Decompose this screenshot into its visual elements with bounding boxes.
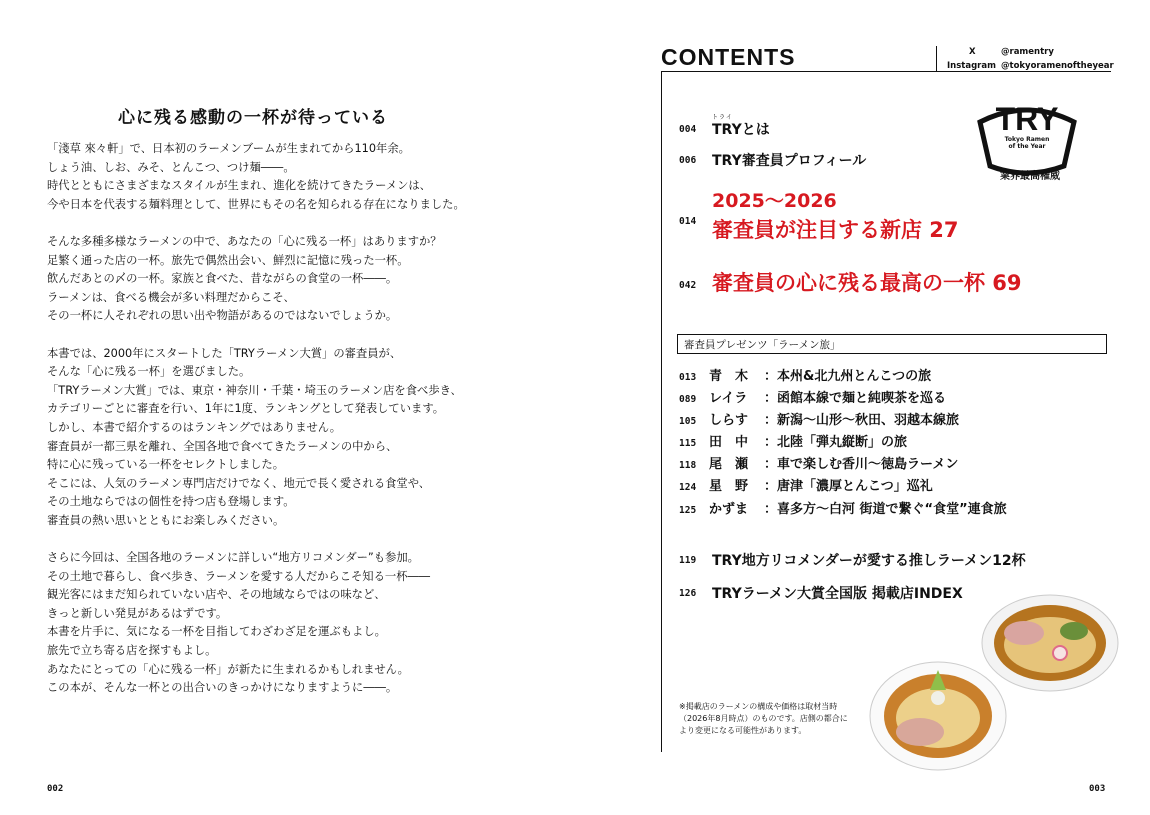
contents-heading: CONTENTS	[661, 44, 796, 70]
body-line: 時代とともにさまざまなスタイルが生まれ、進化を続けてきたラーメンは、	[47, 179, 431, 193]
logo-sub2: of the Year	[1008, 143, 1046, 150]
tour-judge-name: 尾 瀬	[709, 457, 749, 472]
body-line: そんな「心に残る一杯」を選びました。	[47, 365, 251, 379]
social-separator	[936, 46, 937, 72]
ramen-tour-item[interactable]	[679, 431, 907, 450]
instagram-label: Instagram	[947, 61, 996, 71]
body-line: しょう油、しお、みそ、とんこつ、つけ麺――。	[47, 160, 295, 174]
body-line: しかし、本書で紹介するのはランキングではありません。	[47, 420, 342, 434]
tour-colon: ：	[764, 457, 778, 472]
tour-title: 本州&北九州とんこつの旅	[777, 369, 932, 384]
tour-title: 函館本線で麺と純喫茶を巡る	[777, 391, 947, 406]
tour-title: 新潟〜山形〜秋田、羽越本線旅	[777, 413, 960, 428]
body-line: ラーメンは、食べる機会が多い料理だからこそ、	[47, 290, 295, 304]
body-line: 「TRYラーメン大賞」では、東京・神奈川・千葉・埼玉のラーメン店を食べ歩き、	[47, 383, 462, 397]
toc-page-number: 004	[679, 124, 697, 135]
page-number-left: 002	[47, 784, 64, 794]
logo-text: TRY	[995, 101, 1059, 137]
body-line: さらに今回は、全国各地のラーメンに詳しい“地方リコメンダー”も参加。	[47, 551, 419, 565]
left-page-title: 心に残る感動の一杯が待っている	[118, 108, 388, 128]
tour-judge-name: 星 野	[709, 479, 749, 494]
feature-new-shops-years[interactable]: 2025〜2026	[712, 190, 837, 212]
x-handle[interactable]: @ramentry	[1001, 47, 1054, 57]
body-line: この本が、そんな一杯との出合いのきっかけになりますように――。	[47, 681, 398, 695]
body-line: 審査員が一都三県を離れ、全国各地で食べてきたラーメンの中から、	[47, 439, 398, 453]
ramen-tour-item[interactable]	[679, 365, 931, 384]
body-line: そこには、人気のラーメン専門店だけでなく、地元で長く愛される食堂や、	[47, 476, 431, 490]
toc-page-number: 006	[679, 155, 697, 166]
ramen-photo-clear	[868, 660, 1008, 772]
tour-colon: ：	[764, 502, 778, 517]
toc-page-number: 119	[679, 555, 697, 566]
tour-colon: ：	[764, 413, 778, 428]
tour-judge-name: かずま	[709, 502, 749, 517]
tour-title: 唐津「濃厚とんこつ」巡礼	[777, 479, 933, 494]
body-line: 観光客にはまだ知られていない店や、その地域ならではの味など、	[47, 588, 386, 602]
toc-page-number: 126	[679, 588, 697, 599]
body-line: その土地で暮らし、食べ歩き、ラーメンを愛する人だからこそ知る一杯――	[47, 569, 431, 583]
toc-entry-judges[interactable]: TRY審査員プロフィール	[712, 153, 867, 169]
body-line: 特に心に残っている一杯をセレクトしました。	[47, 458, 285, 472]
tour-title: 喜多方〜白河 街道で繋ぐ“食堂”連食旅	[777, 502, 1007, 517]
feature-best-bowl-title[interactable]: 審査員の心に残る最高の一杯 69	[712, 271, 1022, 295]
left-page-body	[47, 140, 497, 698]
disclaimer-note: ※掲載店のラーメンの構成や価格は取材当時（2026年8月時点）のものです。店側の都合により変更になる可能性があります。	[679, 702, 848, 735]
feature-new-shops-title[interactable]: 審査員が注目する新店 27	[712, 218, 959, 242]
tour-page-number: 125	[679, 505, 697, 516]
tour-judge-name: レイラ	[709, 391, 748, 406]
tour-page-number: 124	[679, 482, 697, 493]
tour-judge-name: 青 木	[709, 369, 749, 384]
toc-entry-recommenders[interactable]: TRY地方リコメンダーが愛する推しラーメン12杯	[712, 553, 1026, 569]
tour-page-number: 013	[679, 372, 697, 383]
tour-page-number: 105	[679, 416, 697, 427]
logo-tagline: 業界最高権威	[1000, 171, 1060, 182]
ramen-tour-label: 審査員プレゼンツ「ラーメン旅」	[684, 339, 841, 351]
page-number-right: 003	[1089, 784, 1106, 794]
tour-title: 車で楽しむ香川〜徳島ラーメン	[777, 457, 959, 472]
tour-colon: ：	[764, 435, 778, 450]
tour-page-number: 118	[679, 460, 697, 471]
tour-page-number: 115	[679, 438, 697, 449]
body-line: 飲んだあとの〆の一杯。家族と食べた、昔ながらの食堂の一杯――。	[47, 272, 398, 286]
ramen-tour-item[interactable]	[679, 387, 946, 406]
tour-judge-name: しらす	[709, 413, 749, 428]
ramen-tour-item[interactable]	[679, 453, 958, 472]
toc-page-number: 042	[679, 280, 697, 291]
body-line: 「淺草 來々軒」で、日本初のラーメンブームが生まれてから110年余。	[47, 142, 410, 155]
body-line: きっと新しい発見があるはずです。	[47, 606, 228, 620]
tour-colon: ：	[764, 369, 778, 384]
body-line: 足繁く通った店の一杯。旅先で偶然出会い、鮮烈に記憶に残った一杯。	[47, 253, 409, 267]
body-line: 今や日本を代表する麺料理として、世界にもその名を知られる存在になりました。	[47, 197, 465, 211]
x-label: X	[969, 47, 976, 57]
side-rule	[661, 72, 662, 752]
toc-ruby: トライ	[712, 114, 733, 121]
body-line: 旅先で立ち寄る店を探すもよし。	[47, 644, 217, 658]
body-line: そんな多種多様なラーメンの中で、あなたの「心に残る一杯」はありますか？	[47, 234, 442, 248]
tour-colon: ：	[764, 391, 778, 406]
ramen-tour-item[interactable]	[679, 409, 959, 428]
heading-rule	[661, 71, 1111, 72]
ramen-tour-item[interactable]	[679, 498, 1007, 517]
tour-colon: ：	[764, 479, 778, 494]
toc-entry-try[interactable]: TRYとは	[712, 122, 770, 138]
ramen-tour-item[interactable]	[679, 475, 933, 494]
body-line: 審査員の熱い思いとともにお楽しみください。	[47, 513, 285, 527]
body-line: その土地ならではの個性を持つ店も登場します。	[47, 495, 295, 509]
instagram-handle[interactable]: @tokyoramenoftheyear	[1001, 61, 1114, 71]
tour-page-number: 089	[679, 394, 697, 405]
body-line: 本書では、2000年にスタートした「TRYラーメン大賞」の審査員が、	[47, 346, 402, 360]
tour-title: 北陸「弾丸縦断」の旅	[777, 435, 908, 450]
body-line: カテゴリーごとに審査を行い、1年に1度、ランキングとして発表しています。	[47, 402, 445, 416]
body-line: 本書を片手に、気になる一杯を目指してわざわざ足を運ぶもよし。	[47, 625, 386, 639]
body-line: その一杯に人それぞれの思い出や物語があるのではないでしょうか。	[47, 309, 398, 323]
toc-entry-index[interactable]: TRYラーメン大賞全国版 掲載店INDEX	[712, 586, 963, 602]
toc-page-number: 014	[679, 216, 697, 227]
tour-judge-name: 田 中	[709, 435, 749, 450]
body-line: あなたにとっての「心に残る一杯」が新たに生まれるかもしれません。	[47, 662, 409, 676]
logo-sub1: Tokyo Ramen	[1004, 136, 1050, 143]
